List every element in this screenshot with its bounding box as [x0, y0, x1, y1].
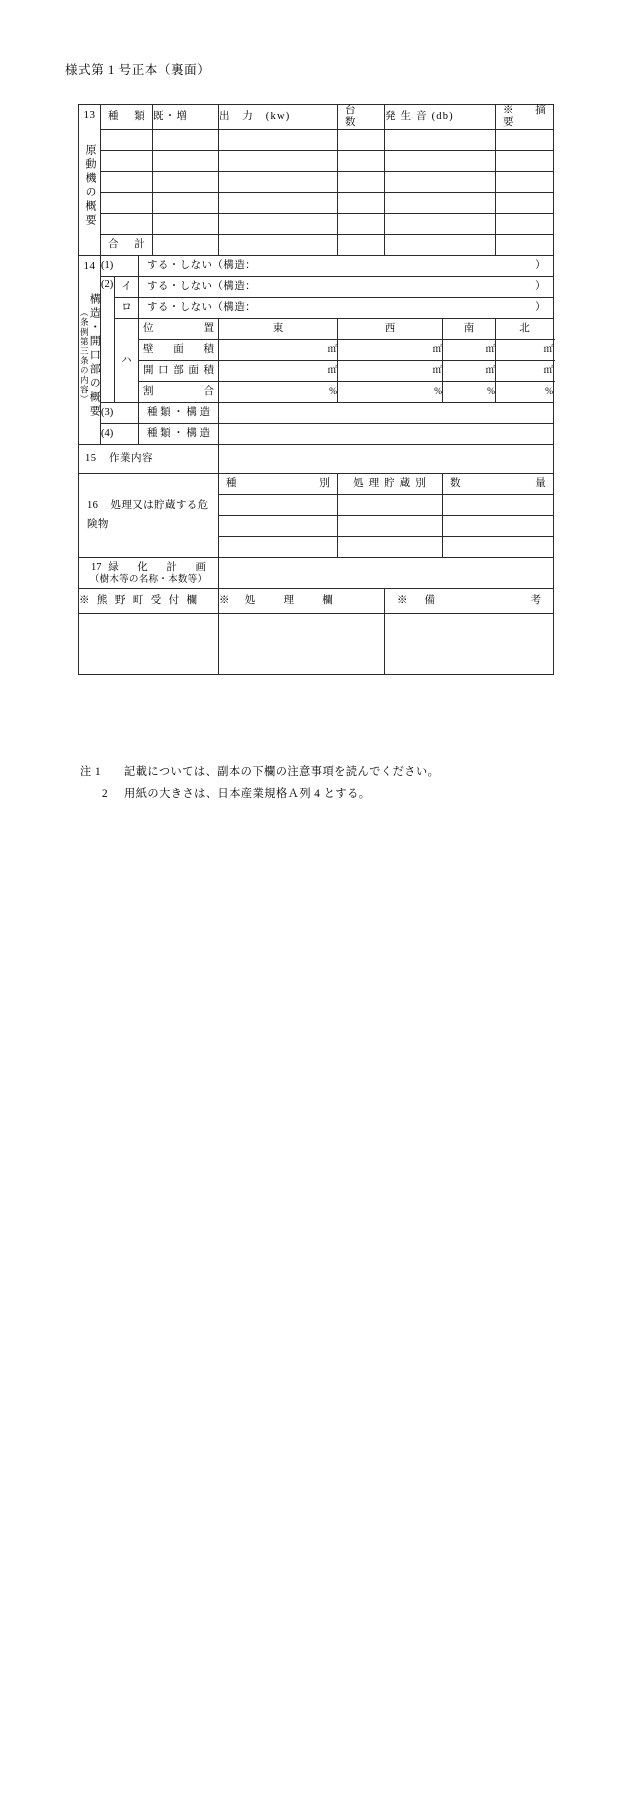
- section14-row4-content[interactable]: [219, 424, 554, 445]
- footer-note-2: [80, 784, 560, 806]
- section16-cell-type[interactable]: [219, 495, 338, 516]
- official-processing-label: ※ 処 理 欄: [219, 589, 385, 614]
- section16-label-cell: [79, 474, 219, 558]
- section13-cell-remarks[interactable]: [496, 130, 554, 151]
- official-remarks-label: ※ 備 考: [385, 589, 554, 614]
- official-reception-box[interactable]: [79, 614, 219, 675]
- footer-note-1-text: 記載については、副本の下欄の注意事項を読んでください。: [124, 766, 440, 778]
- section15-content[interactable]: [219, 445, 554, 474]
- section13-cell-output[interactable]: [219, 130, 338, 151]
- section14-direction-north: 北: [496, 319, 554, 340]
- section14-row1-content[interactable]: [139, 256, 554, 277]
- section13-cell-type[interactable]: [101, 172, 153, 193]
- section14-row4-number: (4): [101, 424, 139, 445]
- section14-row-opening-area: [79, 361, 554, 382]
- section16-header-row: [79, 474, 554, 495]
- section13-col-existing-added: 既・増: [153, 105, 219, 130]
- section13-col-remarks: ※ 摘 要: [496, 105, 554, 130]
- section13-cell-remarks[interactable]: [496, 172, 554, 193]
- section14-row-4: [79, 424, 554, 445]
- section13-cell-output[interactable]: [219, 214, 338, 235]
- section14-opening-area-label: 開 口 部 面 積: [139, 361, 219, 382]
- section14-row2ro-close: ）: [535, 302, 546, 314]
- page-title: 様式第 1 号正本（裏面）: [65, 63, 211, 77]
- section14-row2i-text: する・しない（構造：: [147, 281, 256, 293]
- section13-data-row: [79, 193, 554, 214]
- section13-cell-noise[interactable]: [385, 172, 496, 193]
- section14-row-wall-area: [79, 340, 554, 361]
- section13-data-row: [79, 130, 554, 151]
- section14-ratio-south[interactable]: %: [443, 382, 496, 403]
- section16-number: 16: [87, 499, 99, 511]
- section13-cell-count[interactable]: [338, 151, 385, 172]
- section13-cell-existing-added[interactable]: [153, 214, 219, 235]
- section13-cell-output[interactable]: [219, 193, 338, 214]
- section13-cell-count[interactable]: [338, 214, 385, 235]
- section16-cell-storage[interactable]: [338, 516, 443, 537]
- section13-col-count: 台 数: [338, 105, 385, 130]
- section17-label: 緑 化 計 画: [108, 561, 207, 573]
- section15-number: 15: [85, 453, 97, 465]
- section14-row4-label: 種 類 ・ 構 造: [139, 424, 219, 445]
- section14-row2-mark-i: イ: [115, 277, 139, 298]
- section13-cell-noise[interactable]: [385, 151, 496, 172]
- section14-row2ro-content[interactable]: [139, 298, 554, 319]
- section13-cell-count[interactable]: [338, 172, 385, 193]
- section16-col-storage: 処 理 貯 蔵 別: [338, 474, 443, 495]
- section15-label-cell: [79, 445, 219, 474]
- section13-cell-type[interactable]: [101, 193, 153, 214]
- section14-row2-mark-ro: ロ: [115, 298, 139, 319]
- section16-cell-quantity[interactable]: [443, 495, 554, 516]
- section17-label-cell: [79, 558, 219, 589]
- section13-cell-output[interactable]: [219, 151, 338, 172]
- section14-row2-number: (2): [101, 277, 115, 403]
- section13-cell-type[interactable]: [101, 130, 153, 151]
- section16-cell-storage[interactable]: [338, 495, 443, 516]
- footer-note-2-label: 2: [102, 787, 109, 800]
- section14-wall-area-east[interactable]: ㎡: [219, 340, 338, 361]
- section13-total-count[interactable]: [338, 235, 385, 256]
- section13-col-noise: 発 生 音 (db): [385, 105, 496, 130]
- section14-direction-east: 東: [219, 319, 338, 340]
- section14-row1-close: ）: [535, 260, 546, 272]
- section14-opening-area-north[interactable]: ㎡: [496, 361, 554, 382]
- footer-note-1-label: 注 1: [80, 766, 102, 778]
- section13-data-row: [79, 172, 554, 193]
- section14-position-label: 位 置: [139, 319, 219, 340]
- section14-row3-content[interactable]: [219, 403, 554, 424]
- section14-ratio-label: 割 合: [139, 382, 219, 403]
- section14-row2-mark-ha: ハ: [115, 319, 139, 403]
- section17-row: [79, 558, 554, 589]
- section13-col-type: 種 類: [101, 105, 153, 130]
- section16-cell-quantity[interactable]: [443, 516, 554, 537]
- section14-direction-west: 西: [338, 319, 443, 340]
- section14-direction-south: 南: [443, 319, 496, 340]
- section16-cell-quantity[interactable]: [443, 537, 554, 558]
- section13-data-row: [79, 151, 554, 172]
- section16-col-quantity: 数 量: [443, 474, 554, 495]
- official-header-row: [79, 589, 554, 614]
- section15-row: [79, 445, 554, 474]
- section13-cell-count[interactable]: [338, 193, 385, 214]
- section13-cell-existing-added[interactable]: [153, 172, 219, 193]
- section14-vertical-label: [79, 256, 101, 445]
- official-reception-label: ※ 熊 野 町 受 付 欄: [79, 589, 219, 614]
- section16-cell-type[interactable]: [219, 537, 338, 558]
- footer-note-2-text: 用紙の大きさは、日本産業規格Ａ列 4 とする。: [124, 787, 371, 800]
- section16-cell-type[interactable]: [219, 516, 338, 537]
- section13-total-label: 合 計: [101, 235, 153, 256]
- section17-sublabel: （樹木等の名称・本数等）: [89, 573, 208, 585]
- section13-col-output: 出 力 (kw): [219, 105, 338, 130]
- section13-label: 原動機の概要: [84, 144, 96, 229]
- section13-total-existing-added[interactable]: [153, 235, 219, 256]
- section13-cell-existing-added[interactable]: [153, 130, 219, 151]
- section13-cell-noise[interactable]: [385, 130, 496, 151]
- section14-wall-area-south[interactable]: ㎡: [443, 340, 496, 361]
- section13-cell-type[interactable]: [101, 151, 153, 172]
- section13-cell-remarks[interactable]: [496, 151, 554, 172]
- section14-row-2ha-position: [79, 319, 554, 340]
- section14-row-2ro: [79, 298, 554, 319]
- section13-cell-type[interactable]: [101, 214, 153, 235]
- section13-header-row: [79, 105, 554, 130]
- section14-row2i-content[interactable]: [139, 277, 554, 298]
- section16-col-type: 種 別: [219, 474, 338, 495]
- section13-cell-existing-added[interactable]: [153, 151, 219, 172]
- section14-wall-area-west[interactable]: ㎡: [338, 340, 443, 361]
- section13-cell-noise[interactable]: [385, 193, 496, 214]
- section13-cell-remarks[interactable]: [496, 193, 554, 214]
- section14-ratio-east[interactable]: %: [219, 382, 338, 403]
- section14-row1-number: (1): [101, 256, 139, 277]
- section13-vertical-label: [79, 105, 101, 256]
- form-table: [78, 104, 579, 675]
- section13-total-noise[interactable]: [385, 235, 496, 256]
- section14-row1-text: する・しない（構造：: [147, 260, 256, 272]
- section17-content[interactable]: [219, 558, 554, 589]
- section14-row-1: [79, 256, 554, 277]
- section14-row3-label: 種 類 ・ 構 造: [139, 403, 219, 424]
- section14-opening-area-east[interactable]: ㎡: [219, 361, 338, 382]
- footer-notes: [80, 762, 560, 806]
- footer-note-1: [80, 762, 560, 784]
- section16-cell-storage[interactable]: [338, 537, 443, 558]
- section13-cell-remarks[interactable]: [496, 214, 554, 235]
- section14-row-ratio: [79, 382, 554, 403]
- section13-number: 13: [83, 109, 96, 121]
- section14-wall-area-label: 壁 面 積: [139, 340, 219, 361]
- section14-label: 構造・開口部の概要: [88, 293, 101, 420]
- section13-cell-existing-added[interactable]: [153, 193, 219, 214]
- section14-number: 14: [83, 260, 96, 273]
- section14-row-3: [79, 403, 554, 424]
- section15-label: 作業内容: [109, 453, 153, 465]
- section13-total-output[interactable]: [219, 235, 338, 256]
- section14-row2ro-text: する・しない（構造：: [147, 302, 256, 314]
- section13-data-row: [79, 214, 554, 235]
- section14-wall-area-north[interactable]: ㎡: [496, 340, 554, 361]
- official-processing-box[interactable]: [219, 614, 385, 675]
- section14-ratio-north[interactable]: %: [496, 382, 554, 403]
- section14-row2i-close: ）: [535, 281, 546, 293]
- section13-total-row: [79, 235, 554, 256]
- section14-annotation: （条例第三条の内容）: [79, 308, 90, 405]
- section13-cell-noise[interactable]: [385, 214, 496, 235]
- section16-label: 処理又は貯蔵する危険物: [87, 499, 209, 530]
- section13-cell-count[interactable]: [338, 130, 385, 151]
- official-remarks-box[interactable]: [385, 614, 554, 675]
- section13-total-remarks[interactable]: [496, 235, 554, 256]
- section17-number: 17: [91, 561, 102, 573]
- section13-cell-output[interactable]: [219, 172, 338, 193]
- section14-row3-number: (3): [101, 403, 139, 424]
- section14-row-2i: [79, 277, 554, 298]
- section14-ratio-west[interactable]: %: [338, 382, 443, 403]
- section14-opening-area-west[interactable]: ㎡: [338, 361, 443, 382]
- section14-opening-area-south[interactable]: ㎡: [443, 361, 496, 382]
- official-content-row: [79, 614, 554, 675]
